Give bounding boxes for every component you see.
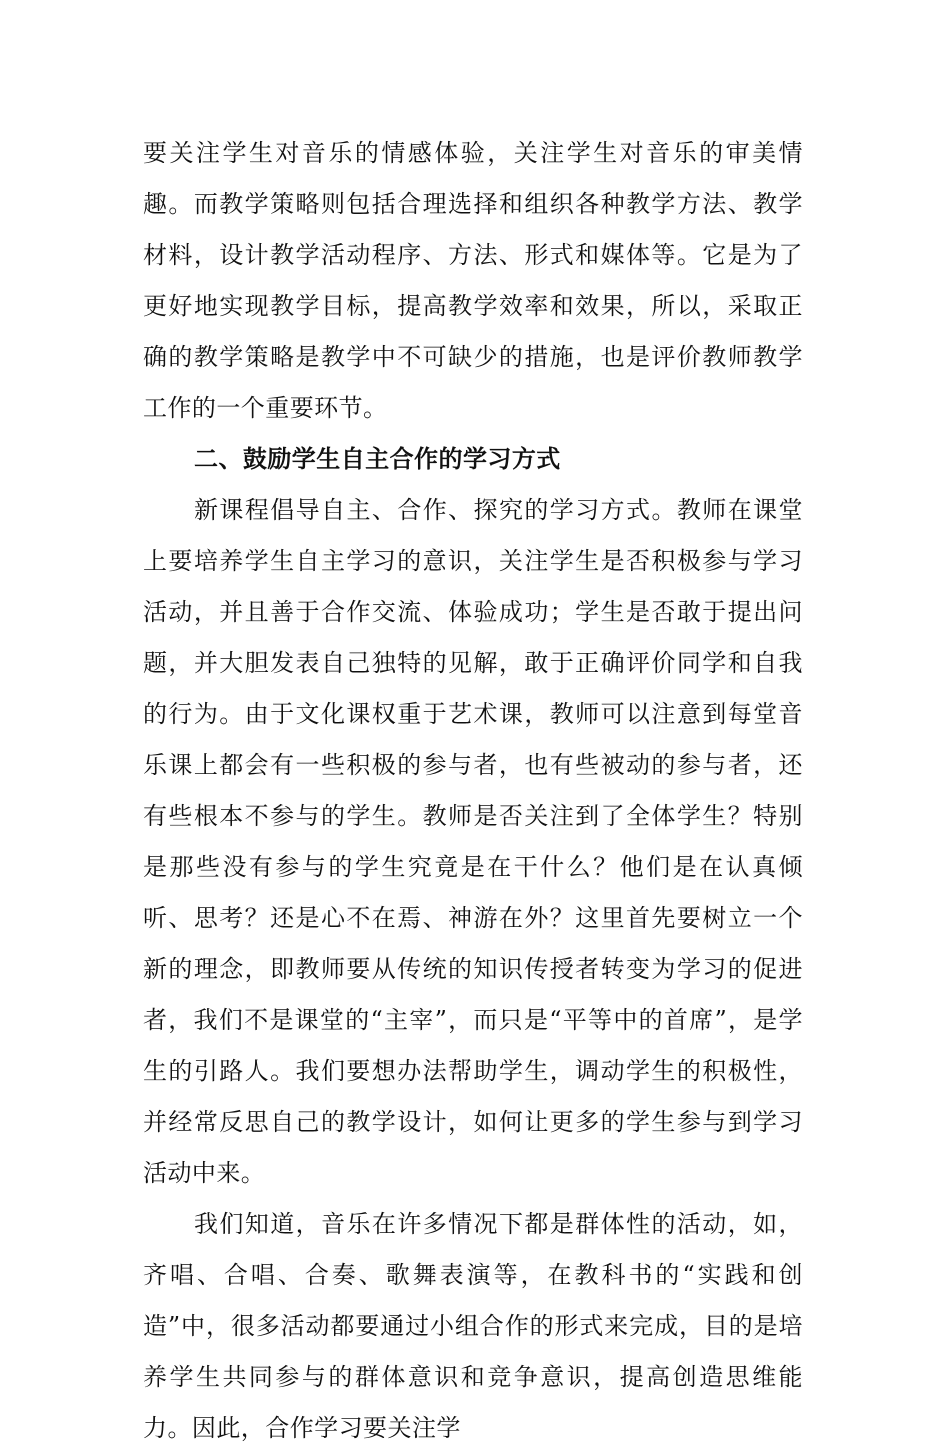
paragraph-continued: 要关注学生对音乐的情感体验，关注学生对音乐的审美情趣。而教学策略则包括合理选择和组织各种教学方法、教学材料，设计教学活动程序、方法、形式和媒体等。它是为了更好地实现教学目标，提高教学效率和效果，所以，采取正确的教学策略是教学中不可缺少的措施，也是评价教师教学工作的一个重要环节。	[143, 139, 803, 422]
document-page	[143, 128, 803, 1454]
paragraph: 我们知道，音乐在许多情况下都是群体性的活动，如，齐唱、合唱、合奏、歌舞表演等，在教科书的“实践和创造”中，很多活动都要通过小组合作的形式来完成，目的是培养学生共同参与的群体意识和竞争意识，提高创造思维能力。因此，合作学习要关注学	[143, 1210, 803, 1442]
paragraph: 新课程倡导自主、合作、探究的学习方式。教师在课堂上要培养学生自主学习的意识，关注学生是否积极参与学习活动，并且善于合作交流、体验成功；学生是否敢于提出问题，并大胆发表自己独特的见解，敢于正确评价同学和自我的行为。由于文化课权重于艺术课，教师可以注意到每堂音乐课上都会有一些积极的参与者，也有些被动的参与者，还有些根本不参与的学生。教师是否关注到了全体学生？特别是那些没有参与的学生究竟是在干什么？他们是在认真倾听、思考？还是心不在焉、神游在外？这里首先要树立一个新的理念，即教师要从传统的知识传授者转变为学习的促进者，我们不是课堂的“主宰”，而只是“平等中的首席”，是学生的引路人。我们要想办法帮助学生，调动学生的积极性，并经常反思自己的教学设计，如何让更多的学生参与到学习活动中来。	[143, 496, 803, 1187]
section-heading: 二、鼓励学生自主合作的学习方式	[194, 445, 561, 473]
